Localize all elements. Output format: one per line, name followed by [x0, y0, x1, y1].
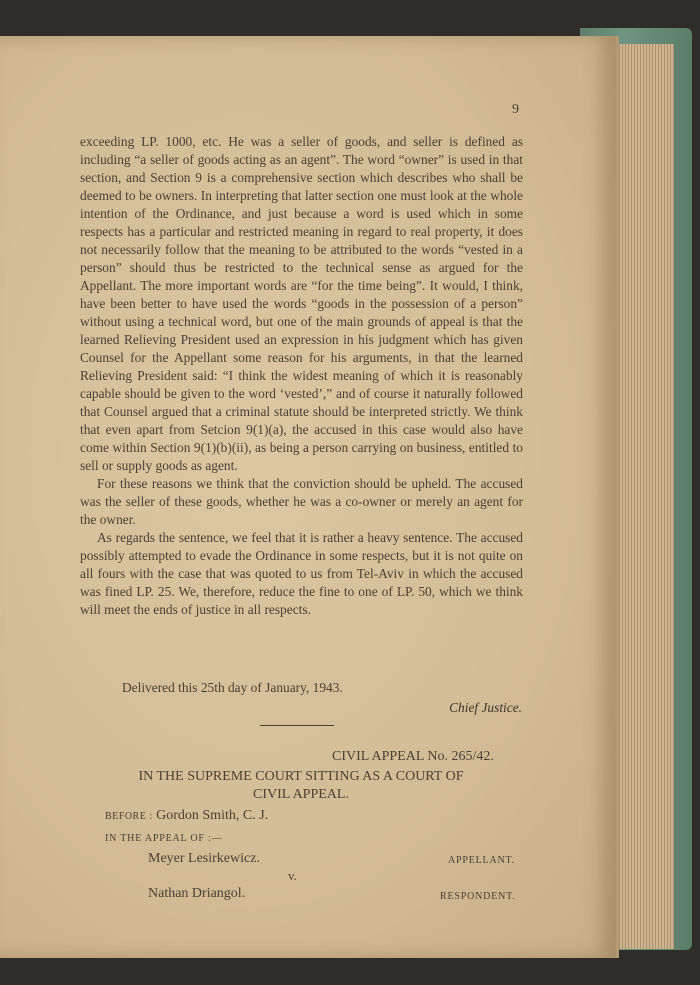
case-number: CIVIL APPEAL No. 265/42.: [332, 749, 494, 764]
court-heading-line-2: CIVIL APPEAL.: [253, 787, 349, 802]
court-heading-line-1: IN THE SUPREME COURT SITTING AS A COURT OF: [138, 769, 464, 784]
before-judge: Gordon Smith, C. J.: [156, 808, 269, 823]
appeal-of-label: IN THE APPEAL OF :—: [105, 833, 223, 844]
before-label: BEFORE :: [105, 811, 153, 822]
before-line: [105, 808, 268, 824]
court-heading: [90, 768, 512, 804]
paragraph-1: exceeding LP. 1000, etc. He was a seller of goods, and seller is defined as including “a seller of goods acting as an agent”. The word “owner” is used in that section, and Section 9 is a comprehensive section which describes who shall be deemed to be owners. In interpreting that latter section one must look at the whole intention of the Ordinance, and just because a word is used which in some respects has a particular and restricted meaning in regard to real property, it does not necessarily follow that the meaning to be attributed to the words “vested in a person” should thus be restricted to the technical sense as argued for the Appellant. The more important words are “for the time being”. It would, I think, have been better to have used the words “goods in the possession of a person” without using a technical word, but one of the main grounds of appeal is that the learned Relieving President used an expression in his judgment which has given Counsel for the Appellant some reason for his arguments, in that the learned Relieving President said: “I think the widest meaning of which it is reasonably capable should be given to the word ‘vested’,” and of course it naturally followed that Counsel argued that a criminal statute should be interpreted strictly. We think that even apart from Setcion 9(1)(a), the accused in this case would also have come within Section 9(1)(b)(ii), as being a person carrying on business, entitled to sell or supply goods as agent.: [80, 134, 523, 473]
paragraph-2: For these reasons we think that the conviction should be upheld. The accused was the seller of these goods, whether he was a co-owner or merely an agent for the owner.: [80, 476, 523, 527]
signature: Chief Justice.: [449, 700, 522, 715]
respondent-name: Nathan Driangol.: [148, 886, 246, 901]
paragraph-3: As regards the sentence, we feel that it is rather a heavy sentence. The accused possibly attempted to evade the Ordinance in some respects, but it is not quite on all fours with the case that was quoted to us from Tel-Aviv in which the accused was fined LP. 25. We, therefore, reduce the fine to one of LP. 50, which we think will meet the ends of justice in all respects.: [80, 530, 523, 617]
versus: v.: [288, 868, 297, 883]
book-page: [0, 36, 619, 958]
section-divider: [260, 725, 334, 726]
appellant-role: APPELLANT.: [448, 855, 515, 866]
judgment-text: [80, 133, 523, 619]
appellant-name: Meyer Lesirkewicz.: [148, 851, 260, 866]
page-edges: [612, 44, 674, 949]
respondent-role: RESPONDENT.: [440, 891, 516, 902]
page-number: 9: [512, 102, 519, 117]
delivered-line: Delivered this 25th day of January, 1943.: [122, 680, 343, 695]
